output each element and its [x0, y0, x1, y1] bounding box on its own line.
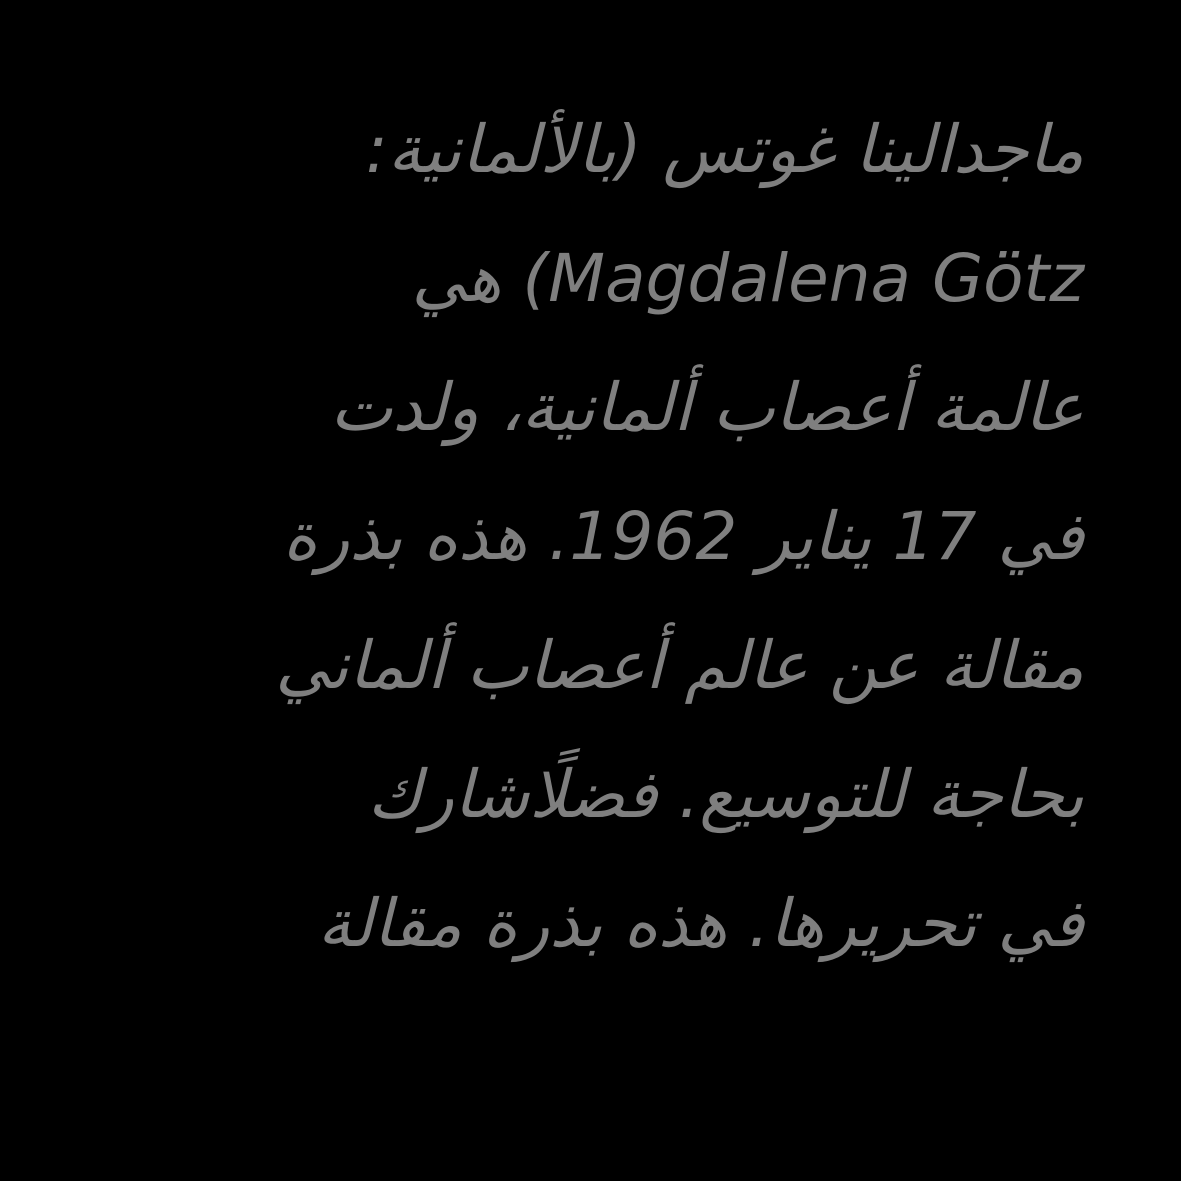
text-line-3: عالمة أعصاب ألمانية، ولدت [330, 369, 1084, 446]
text-line-1: ماجدالينا غوتس (بالألمانية: [365, 111, 1084, 188]
text-line-7: في تحريرها. هذه بذرة مقالة [317, 885, 1084, 962]
text-line-6: بحاجة للتوسيع. فضلًاشارك [367, 756, 1084, 833]
text-line-5: مقالة عن عالم أعصاب ألماني [275, 627, 1084, 704]
article-text [84, 85, 1084, 988]
text-line-2: Magdalena Götz) هي [411, 240, 1084, 317]
text-line-4: في 17 يناير 1962. هذه بذرة [282, 498, 1084, 575]
